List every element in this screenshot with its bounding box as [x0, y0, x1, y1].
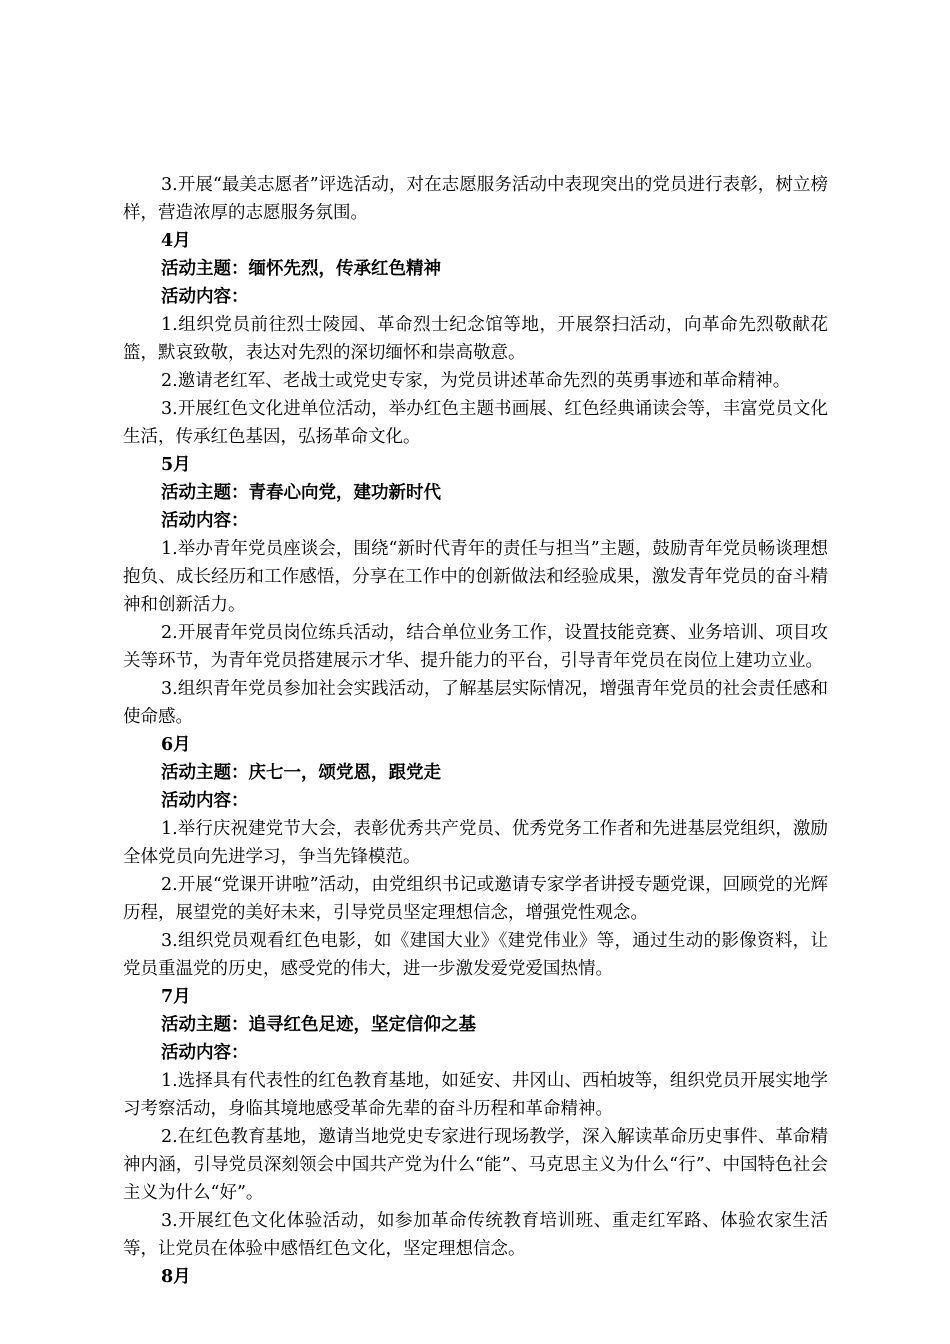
- paragraph: 2.邀请老红军、老战士或党史专家，为党员讲述革命先烈的英勇事迹和革命精神。: [161, 371, 791, 391]
- paragraph: 2.在红色教育基地，邀请当地党史专家进行现场教学，深入解读革命历史事件、革命精神内涵，引导党员深刻领会中国共产党为什么“能”、马克思主义为什么“行”、中国特色社会主义为什么“好”。: [123, 1127, 828, 1203]
- paragraph: 3.开展“最美志愿者”评选活动，对在志愿服务活动中表现突出的党员进行表彰，树立榜样，营造浓厚的志愿服务氛围。: [123, 175, 828, 223]
- paragraph: 1.举办青年党员座谈会，围绕“新时代青年的责任与担当”主题，鼓励青年党员畅谈理想抱负、成长经历和工作感悟，分享在工作中的创新做法和经验成果，激发青年党员的奋斗精神和创新活力。: [123, 539, 828, 615]
- activity-content-label: 活动内容：: [161, 287, 249, 307]
- month-heading: 7月: [161, 987, 191, 1007]
- activity-theme: 活动主题：缅怀先烈，传承红色精神: [161, 259, 441, 279]
- month-heading: 6月: [161, 735, 191, 755]
- paragraph: 1.组织党员前往烈士陵园、革命烈士纪念馆等地，开展祭扫活动，向革命先烈敬献花篮，默哀致敬，表达对先烈的深切缅怀和崇高敬意。: [123, 315, 828, 363]
- activity-theme: 活动主题：青春心向党，建功新时代: [161, 483, 441, 503]
- paragraph: 3.开展红色文化体验活动，如参加革命传统教育培训班、重走红军路、体验农家生活等，让党员在体验中感悟红色文化，坚定理想信念。: [123, 1211, 828, 1259]
- activity-content-label: 活动内容：: [161, 791, 249, 811]
- paragraph: 2.开展青年党员岗位练兵活动，结合单位业务工作，设置技能竞赛、业务培训、项目攻关等环节，为青年党员搭建展示才华、提升能力的平台，引导青年党员在岗位上建功立业。: [123, 623, 828, 671]
- paragraph: 3.组织青年党员参加社会实践活动，了解基层实际情况，增强青年党员的社会责任感和使命感。: [123, 679, 828, 727]
- month-heading: 8月: [161, 1267, 191, 1287]
- activity-theme: 活动主题：庆七一，颂党恩，跟党走: [161, 763, 441, 783]
- paragraph: 1.选择具有代表性的红色教育基地，如延安、井冈山、西柏坡等，组织党员开展实地学习考察活动，身临其境地感受革命先辈的奋斗历程和革命精神。: [123, 1071, 828, 1119]
- paragraph: 1.举行庆祝建党节大会，表彰优秀共产党员、优秀党务工作者和先进基层党组织，激励全体党员向先进学习，争当先锋模范。: [123, 819, 828, 867]
- month-heading: 5月: [161, 455, 191, 475]
- activity-content-label: 活动内容：: [161, 511, 249, 531]
- activity-theme: 活动主题：追寻红色足迹，坚定信仰之基: [161, 1015, 476, 1035]
- month-heading: 4月: [161, 231, 191, 251]
- paragraph: 2.开展“党课开讲啦”活动，由党组织书记或邀请专家学者讲授专题党课，回顾党的光辉历程，展望党的美好未来，引导党员坚定理想信念，增强党性观念。: [123, 875, 828, 923]
- activity-content-label: 活动内容：: [161, 1043, 249, 1063]
- paragraph: 3.开展红色文化进单位活动，举办红色主题书画展、红色经典诵读会等，丰富党员文化生活，传承红色基因，弘扬革命文化。: [123, 399, 828, 447]
- paragraph: 3.组织党员观看红色电影，如《建国大业》《建党伟业》等，通过生动的影像资料，让党员重温党的历史，感受党的伟大，进一步激发爱党爱国热情。: [123, 931, 828, 979]
- document-page: [123, 171, 828, 1291]
